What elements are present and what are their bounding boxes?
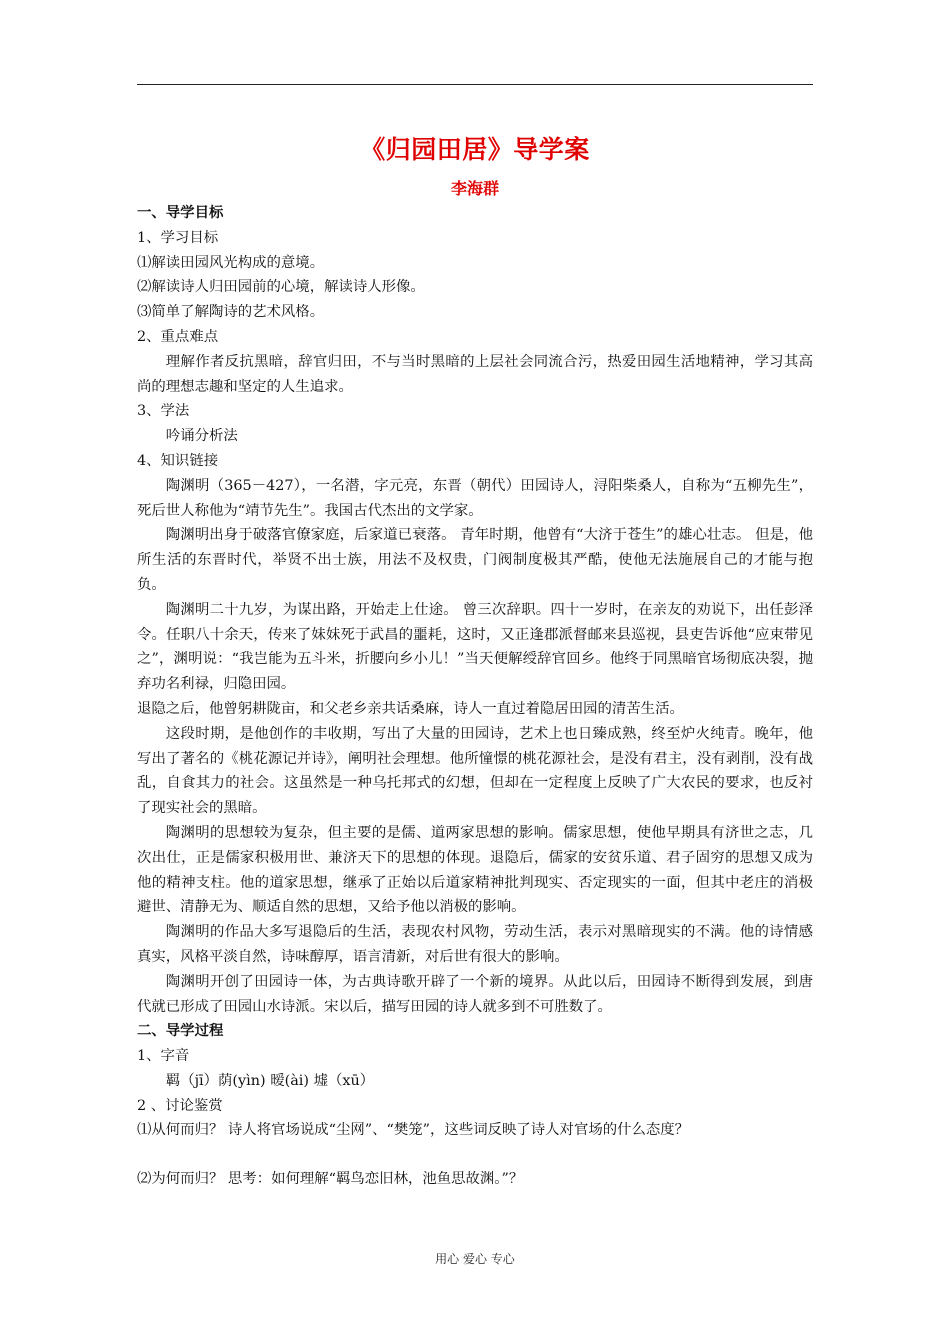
paragraph: 退隐之后，他曾躬耕陇亩，和父老乡亲共话桑麻，诗人一直过着隐居田园的清苦生活。 xyxy=(137,700,684,717)
goal-item: ⑵解读诗人归田园前的心境，解读诗人形像。 xyxy=(137,279,425,296)
subsection-heading: 1、学习目标 xyxy=(137,229,219,246)
subsection-heading: 3、学法 xyxy=(137,403,190,420)
subsection-heading: 2 、讨论鉴赏 xyxy=(137,1097,223,1114)
page-footer: 用心 爱心 专心 xyxy=(435,1252,515,1266)
paragraph: 陶渊明出身于破落官僚家庭，后家道已衰落。 青年时期，他曾有“大济于苍生”的雄心壮志。 但是，他所生活的东晋时代，举贤不出士族，用法不及权贵，门阀制度极其严酷，使他无法施展自己的才能与抱负。 xyxy=(137,527,813,593)
paragraph: 陶渊明的作品大多写退隐后的生活，表现农村风物，劳动生活，表示对黑暗现实的不满。他的诗情感真实，风格平淡自然，诗味醇厚，语言清新，对后世有很大的影响。 xyxy=(137,924,813,965)
answer-space xyxy=(137,1143,813,1167)
header-rule xyxy=(137,84,813,85)
paragraph: 理解作者反抗黑暗，辞官归田，不与当时黑暗的上层社会同流合污，热爱田园生活地精神，学习其高尚的理想志趣和坚定的人生追求。 xyxy=(137,353,813,395)
paragraph: 陶渊明开创了田园诗一体，为古典诗歌开辟了一个新的境界。从此以后，田园诗不断得到发展，到唐代就已形成了田园山水诗派。宋以后，描写田园的诗人就多到不可胜数了。 xyxy=(137,973,813,1015)
goal-item: ⑶简单了解陶诗的艺术风格。 xyxy=(137,304,325,321)
paragraph: 陶渊明二十九岁，为谋出路，开始走上仕途。 曾三次辞职。四十一岁时，在亲友的劝说下，出任彭泽令。任职八十余天，传来了妹妹死于武昌的噩耗，这时，又正逢郡派督邮来县巡视，县吏告诉他“应束带见之”，渊明说：“我岂能为五斗米，折腰向乡小儿！”当天便解绶辞官回乡。他终于同黑暗官场彻底决裂，抛弃功名利禄，归隐田园。 xyxy=(137,601,813,693)
page-title: 《归园田居》导学案 xyxy=(360,135,590,164)
goal-item: ⑴解读田园风光构成的意境。 xyxy=(137,254,325,271)
subsection-heading: 4、知识链接 xyxy=(137,452,219,469)
paragraph: 吟诵分析法 xyxy=(165,428,238,445)
paragraph: 陶渊明的思想较为复杂，但主要的是儒、道两家思想的影响。儒家思想，使他早期具有济世之志，几次出仕，正是儒家积极用世、兼济天下的思想的体现。退隐后，儒家的安贫乐道、君子固穷的思想又成为他的精神支柱。他的道家思想，继承了正始以后道家精神批判现实、否定现实的一面，但其中老庄的消极避世、清静无为、顺适自然的思想，又给予他以消极的影响。 xyxy=(137,824,813,916)
pronunciation-line: 羁（jī）荫(yìn) 暧(ài) 墟（xū） xyxy=(165,1072,375,1089)
paragraph: 这段时期，是他创作的丰收期，写出了大量的田园诗，艺术上也日臻成熟，终至炉火纯青。晚年，他写出了著名的《桃花源记并诗》，阐明社会理想。他所憧憬的桃花源社会，是没有君主，没有剥削，没有战乱，自食其力的社会。这虽然是一种乌托邦式的幻想，但却在一定程度上反映了广大农民的要求，也反衬了现实社会的黑暗。 xyxy=(137,725,813,817)
document-body xyxy=(137,201,813,1192)
subsection-heading: 2、重点难点 xyxy=(137,328,219,345)
subsection-heading: 1、字音 xyxy=(137,1048,190,1065)
author-name: 李海群 xyxy=(450,179,499,198)
question: ⑴从何而归？ 诗人将官场说成“尘网”、“樊笼”，这些词反映了诗人对官场的什么态度？ xyxy=(137,1122,690,1139)
section-heading: 二、导学过程 xyxy=(137,1023,224,1040)
paragraph: 陶渊明（365－427），一名潜，字元亮，东晋（朝代）田园诗人，浔阳柴桑人，自称为“五柳先生”，死后世人称他为“靖节先生”。我国古代杰出的文学家。 xyxy=(137,477,813,519)
question: ⑵为何而归？ 思考：如何理解“羁鸟恋旧林，池鱼思故渊。”？ xyxy=(137,1171,524,1188)
section-heading: 一、导学目标 xyxy=(137,205,224,221)
